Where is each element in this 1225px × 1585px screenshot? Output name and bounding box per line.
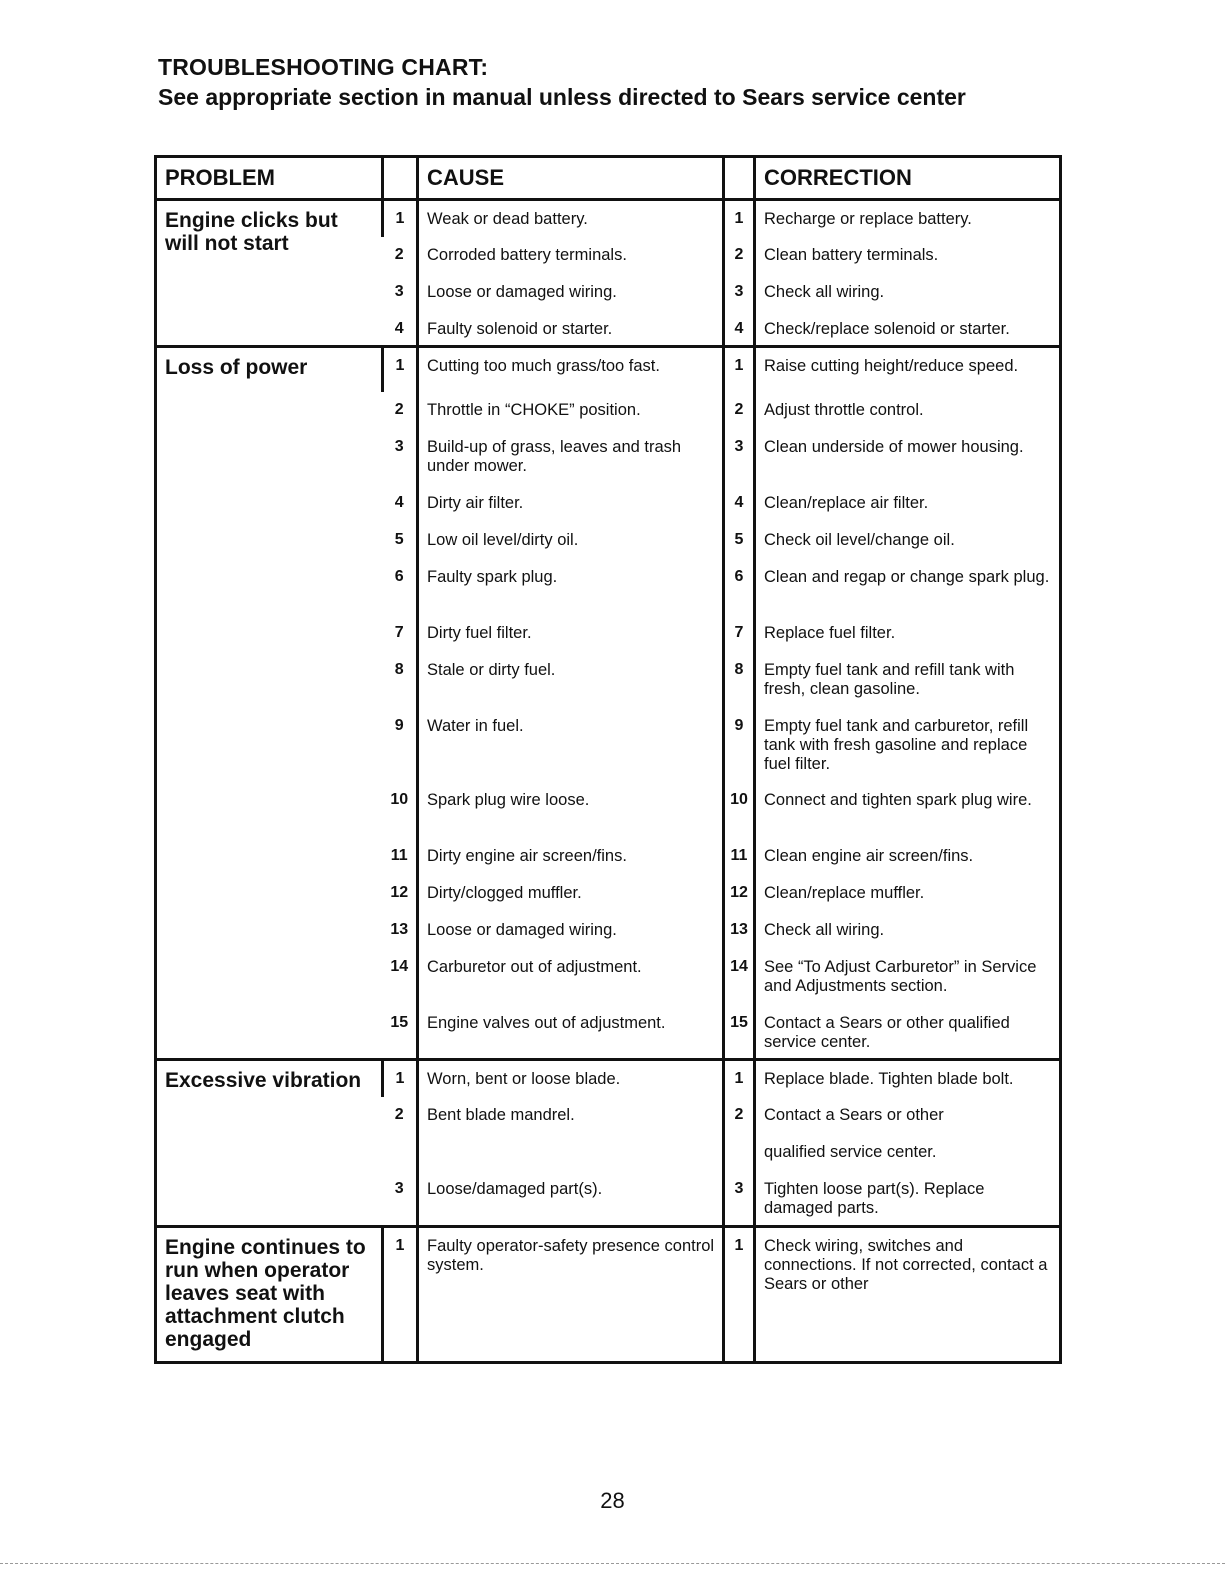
table-row [156,346,1061,392]
correction-number: 1 [724,200,755,237]
correction-cell: qualified service center. [755,1134,1061,1171]
cause-number: 8 [394,661,404,678]
cause-cell: Bent blade mandrel. [418,1097,724,1134]
problem-cell: Loss of power [156,346,383,1060]
cause-cell: Stale or dirty fuel. [418,652,724,708]
cause-number: 10 [390,791,409,808]
cause-cell: Loose or damaged wiring. [418,274,724,311]
cause-cell: Corroded battery terminals. [418,237,724,274]
cause-number: 15 [383,1005,418,1060]
problem-column-header: PROBLEM [156,157,383,200]
correction-number: 7 [724,615,755,652]
correction-cell: Clean and regap or change spark plug. [755,559,1061,615]
correction-number: 11 [724,838,755,875]
cause-number: 1 [383,200,418,237]
correction-number: 4 [724,311,755,347]
chart-subtitle: See appropriate section in manual unless directed to Sears service center [158,84,966,110]
cause-cell: Faulty spark plug. [418,559,724,615]
correction-number: 3 [724,1171,755,1227]
cause-number: 14 [390,958,409,975]
correction-cell: Replace blade. Tighten blade bolt. [755,1060,1061,1097]
correction-cell: Check all wiring. [755,274,1061,311]
page-bottom-divider [0,1563,1225,1564]
cause-number: 1 [383,1227,418,1363]
correction-cell: Tighten loose part(s). Replace damaged parts. [755,1171,1061,1227]
cause-number: 3 [394,438,404,455]
correction-cell: Replace fuel filter. [755,615,1061,652]
cause-cell: Low oil level/dirty oil. [418,522,724,559]
cause-number: 2 [394,1105,404,1123]
cause-number [383,1134,418,1171]
problem-cell: Engine clicks but will not start [156,200,383,347]
correction-cell: Clean/replace air filter. [755,485,1061,522]
problem-cell: Excessive vibration [156,1060,383,1227]
correction-cell: Clean/replace muffler. [755,875,1061,912]
cause-number-column-header [383,157,418,200]
cause-number: 11 [390,847,408,864]
correction-number: 3 [724,274,755,311]
cause-column-header: CAUSE [418,157,724,200]
cause-number: 9 [394,717,404,734]
cause-cell: Dirty engine air screen/fins. [418,838,724,875]
correction-number: 2 [724,237,755,274]
correction-cell: Contact a Sears or other [755,1097,1061,1134]
cause-cell: Cutting too much grass/too fast. [418,346,724,392]
cause-number: 6 [394,568,404,585]
cause-cell: Build-up of grass, leaves and trash under mower. [418,429,724,485]
correction-cell: Clean battery terminals. [755,237,1061,274]
cause-number: 5 [394,531,404,548]
correction-cell: Clean underside of mower housing. [755,429,1061,485]
cause-cell: Loose/damaged part(s). [418,1171,724,1227]
correction-number: 4 [724,485,755,522]
cause-number: 2 [394,401,404,418]
correction-number: 6 [724,559,755,615]
correction-cell: Recharge or replace battery. [755,200,1061,237]
correction-column-header: CORRECTION [755,157,1061,200]
troubleshooting-table [154,155,1062,1364]
table-row [156,1060,1061,1097]
cause-cell: Throttle in “CHOKE” position. [418,392,724,429]
correction-cell: Check wiring, switches and connections. If not corrected, contact a Sears or other [755,1227,1061,1363]
correction-number: 1 [724,346,755,392]
cause-number: 13 [390,921,409,938]
correction-cell: Connect and tighten spark plug wire. [755,782,1061,838]
cause-cell: Loose or damaged wiring. [418,912,724,949]
correction-cell: See “To Adjust Carburetor” in Service and Adjustments section. [755,949,1061,1005]
cause-cell: Worn, bent or loose blade. [418,1060,724,1097]
correction-number: 5 [724,522,755,559]
correction-cell: Adjust throttle control. [755,392,1061,429]
cause-cell: Engine valves out of adjustment. [418,1005,724,1060]
correction-number: 15 [724,1005,755,1060]
chart-title: TROUBLESHOOTING CHART: [158,54,489,80]
correction-cell: Clean engine air screen/fins. [755,838,1061,875]
table-row [156,1227,1061,1363]
cause-cell: Dirty fuel filter. [418,615,724,652]
correction-number-column-header [724,157,755,200]
cause-cell: Water in fuel. [418,708,724,782]
table-body [156,200,1061,1363]
correction-number: 10 [724,782,755,838]
cause-cell: Dirty air filter. [418,485,724,522]
cause-cell [418,1134,724,1171]
correction-cell: Check/replace solenoid or starter. [755,311,1061,347]
cause-number: 4 [394,494,404,511]
cause-number: 3 [383,1171,418,1227]
correction-number [724,1134,755,1171]
problem-cell: Engine continues to run when operator leaves seat with attachment clutch engaged [165,1236,366,1351]
cause-number: 12 [390,884,409,901]
correction-cell: Check all wiring. [755,912,1061,949]
cause-number: 7 [394,624,404,641]
cause-cell: Dirty/clogged muffler. [418,875,724,912]
cause-cell: Faulty operator-safety presence control system. [418,1227,724,1363]
correction-cell: Raise cutting height/reduce speed. [755,346,1061,392]
cause-number: 3 [394,282,404,300]
correction-cell: Check oil level/change oil. [755,522,1061,559]
correction-number: 2 [724,1097,755,1134]
table-header-row [156,157,1061,200]
correction-number: 9 [724,708,755,782]
cause-cell: Carburetor out of adjustment. [418,949,724,1005]
correction-number: 1 [724,1060,755,1097]
cause-number: 1 [383,346,418,392]
correction-number: 3 [724,429,755,485]
correction-number: 14 [724,949,755,1005]
cause-number: 2 [394,245,404,263]
correction-cell: Empty fuel tank and refill tank with fresh, clean gasoline. [755,652,1061,708]
cause-cell: Faulty solenoid or starter. [418,311,724,347]
correction-number: 13 [724,912,755,949]
correction-cell: Contact a Sears or other qualified service center. [755,1005,1061,1060]
cause-number: 1 [383,1060,418,1097]
correction-number: 2 [724,392,755,429]
table-row [156,200,1061,237]
cause-cell: Spark plug wire loose. [418,782,724,838]
correction-cell: Empty fuel tank and carburetor, refill tank with fresh gasoline and replace fuel filter. [755,708,1061,782]
correction-number: 1 [724,1227,755,1363]
correction-number: 8 [724,652,755,708]
page-number: 28 [600,1488,625,1513]
cause-cell: Weak or dead battery. [418,200,724,237]
correction-number: 12 [724,875,755,912]
cause-number: 4 [383,311,418,347]
